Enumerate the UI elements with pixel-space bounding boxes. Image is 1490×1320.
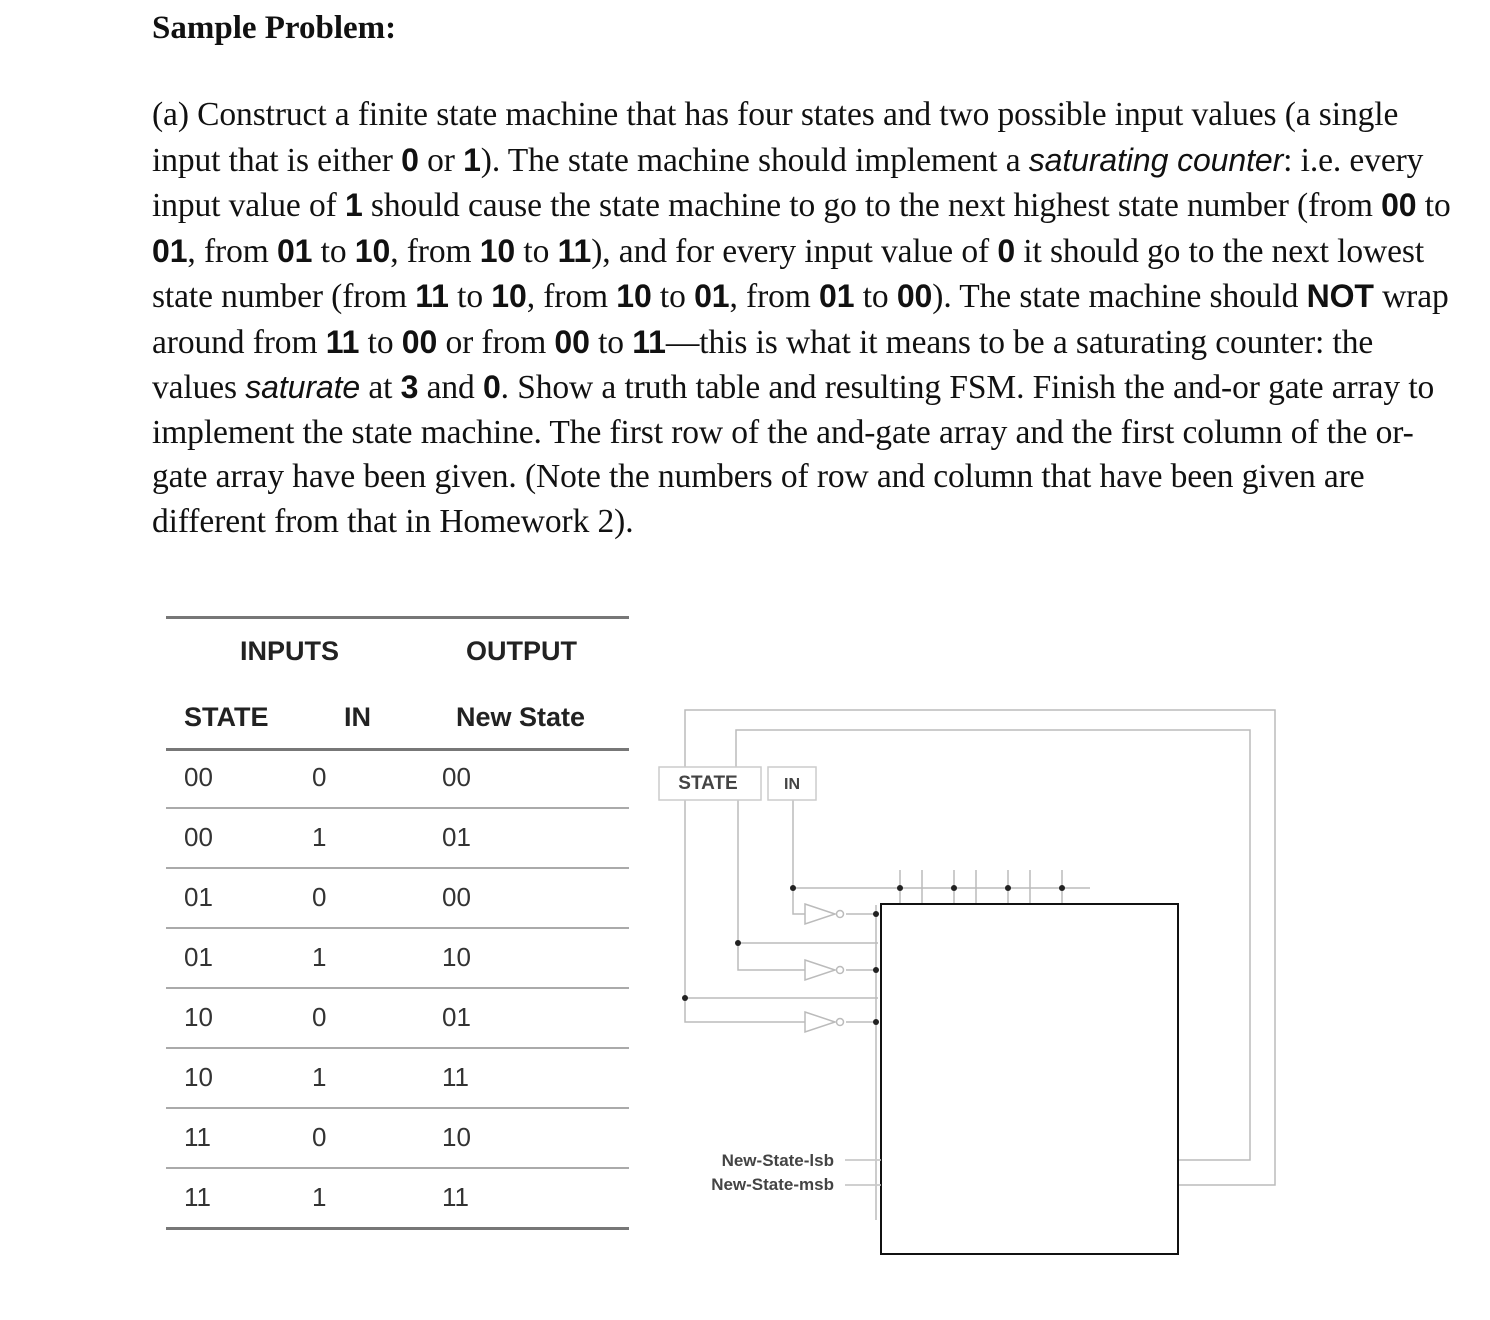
text-run: (a) Construct a finite state machine that has four states and two possible input values (a single input that is either: [152, 96, 1399, 179]
in-cell: 0: [312, 762, 327, 792]
in-column-header: IN: [344, 702, 371, 732]
in-input-label: IN: [784, 776, 800, 793]
new-state-cell: 10: [442, 1122, 471, 1152]
state-cell: 00: [184, 762, 213, 792]
in-cell: 1: [312, 822, 327, 852]
junction-dot: [790, 885, 796, 891]
text-run: to: [359, 323, 402, 361]
text-run: ). The state machine should: [932, 278, 1307, 315]
text-run: : i.e. every input value of: [152, 141, 1424, 224]
table-row-rule: [166, 1227, 629, 1230]
value-token: 10: [354, 232, 391, 269]
value-token: 01: [152, 232, 188, 269]
emphasis-term: saturate: [245, 369, 361, 405]
value-token: 0: [401, 141, 419, 178]
text-run: or from: [437, 323, 555, 361]
text-run: or: [418, 141, 464, 179]
output-msb-label: New-State-msb: [711, 1175, 834, 1194]
text-run: it should go to the next lowest state number (from: [152, 232, 1425, 315]
table-top-rule: [166, 616, 629, 619]
text-run: to: [515, 232, 558, 270]
value-token: 00: [401, 323, 438, 360]
new-state-cell: 00: [442, 882, 471, 912]
new-state-cell: 11: [442, 1182, 469, 1212]
value-token: NOT: [1306, 278, 1374, 314]
table-row-rule: [166, 1107, 629, 1109]
output-group-header: OUTPUT: [466, 636, 577, 666]
junction-dot: [1005, 885, 1011, 891]
value-token: 11: [325, 323, 360, 360]
junction-dot: [873, 967, 879, 973]
inverter-bubble: [837, 911, 844, 918]
in-cell: 1: [312, 1182, 327, 1212]
new-state-cell: 10: [442, 942, 471, 972]
text-run: ), and for every input value of: [591, 232, 998, 270]
state-cell: 10: [184, 1002, 213, 1032]
value-token: 01: [276, 232, 313, 269]
text-run: at: [360, 369, 401, 406]
table-row-rule: [166, 807, 629, 809]
text-run: to: [854, 278, 897, 315]
output-lsb-label: New-State-lsb: [721, 1151, 834, 1170]
new-state-cell: 11: [442, 1062, 469, 1092]
text-run: , from: [526, 278, 617, 315]
inverter-state-msb: [805, 1012, 835, 1032]
state-cell: 10: [184, 1062, 213, 1092]
table-row-rule: [166, 987, 629, 989]
value-token: 00: [896, 278, 933, 314]
table-row-rule: [166, 1047, 629, 1049]
junction-dot: [735, 940, 741, 946]
text-run: , from: [390, 232, 480, 270]
text-run: to: [589, 323, 633, 361]
new-state-cell: 01: [442, 822, 471, 852]
text-run: wrap around from: [152, 278, 1449, 361]
value-token: 1: [463, 141, 481, 178]
table-header-rule: [166, 748, 629, 751]
value-token: 0: [482, 369, 501, 405]
table-row-rule: [166, 1167, 629, 1169]
value-token: 00: [1381, 187, 1417, 223]
junction-dot: [873, 1019, 879, 1025]
state-cell: 11: [184, 1122, 211, 1152]
state-lsb-invert-branch: [738, 943, 805, 970]
state-cell: 00: [184, 822, 213, 852]
table-row-rule: [166, 927, 629, 929]
value-token: 10: [491, 278, 527, 314]
state-input-label: STATE: [678, 773, 738, 794]
junction-dot: [1059, 885, 1065, 891]
in-cell: 0: [312, 882, 327, 912]
in-cell: 1: [312, 942, 327, 972]
inverter-bubble: [837, 967, 844, 974]
table-row-rule: [166, 867, 629, 869]
text-run: should cause the state machine to go to the next highest state number (from: [362, 187, 1382, 224]
text-run: to: [312, 232, 355, 270]
value-token: 11: [632, 323, 666, 360]
value-token: 0: [997, 232, 1016, 269]
inverter-bubble: [837, 1019, 844, 1026]
junction-dot: [682, 995, 688, 1001]
text-run: . Show a truth table and resulting FSM. Finish the and-or gate array to implement the state machine. The first row of the and-gate array and the first column of the or-gate array have been given. (Note the numbers of row and column that have been given are different from that in Homework 2).: [152, 369, 1435, 540]
gate-array-answer-box: [881, 904, 1178, 1254]
text-run: ). The state machine should implement a: [480, 141, 1029, 179]
state-cell: 01: [184, 942, 213, 972]
junction-dot: [897, 885, 903, 891]
problem-statement: [152, 93, 1452, 544]
text-run: and: [418, 369, 483, 406]
text-run: to: [651, 278, 695, 315]
state-column-header: STATE: [184, 702, 269, 732]
text-run: , from: [729, 278, 820, 315]
value-token: 00: [554, 323, 590, 360]
emphasis-term: saturating counter: [1028, 141, 1284, 178]
in-cell: 0: [312, 1002, 327, 1032]
text-run: —this is what it means to be a saturating counter: the values: [152, 323, 1374, 406]
page-title: Sample Problem:: [152, 10, 397, 46]
text-run: to: [448, 278, 492, 315]
new-state-cell: 01: [442, 1002, 471, 1032]
text-run: to: [1416, 187, 1451, 224]
value-token: 01: [819, 278, 855, 314]
value-token: 01: [694, 278, 730, 314]
value-token: 1: [344, 187, 363, 223]
inverter-in: [805, 904, 835, 924]
inverter-state-lsb: [805, 960, 835, 980]
state-msb-invert-branch: [685, 998, 805, 1022]
gate-array-diagram: [650, 700, 1290, 1270]
value-token: 10: [616, 278, 652, 314]
new-state-column-header: New State: [456, 702, 586, 732]
text-run: , from: [187, 232, 277, 270]
in-cell: 0: [312, 1122, 327, 1152]
value-token: 3: [400, 369, 419, 405]
value-token: 11: [415, 278, 449, 314]
state-cell: 01: [184, 882, 213, 912]
in-cell: 1: [312, 1062, 327, 1092]
value-token: 11: [557, 232, 592, 269]
new-state-cell: 00: [442, 762, 471, 792]
inputs-group-header: INPUTS: [240, 636, 340, 666]
value-token: 10: [479, 232, 516, 269]
junction-dot: [951, 885, 957, 891]
state-cell: 11: [184, 1182, 211, 1212]
in-invert-branch: [793, 888, 805, 914]
junction-dot: [873, 911, 879, 917]
